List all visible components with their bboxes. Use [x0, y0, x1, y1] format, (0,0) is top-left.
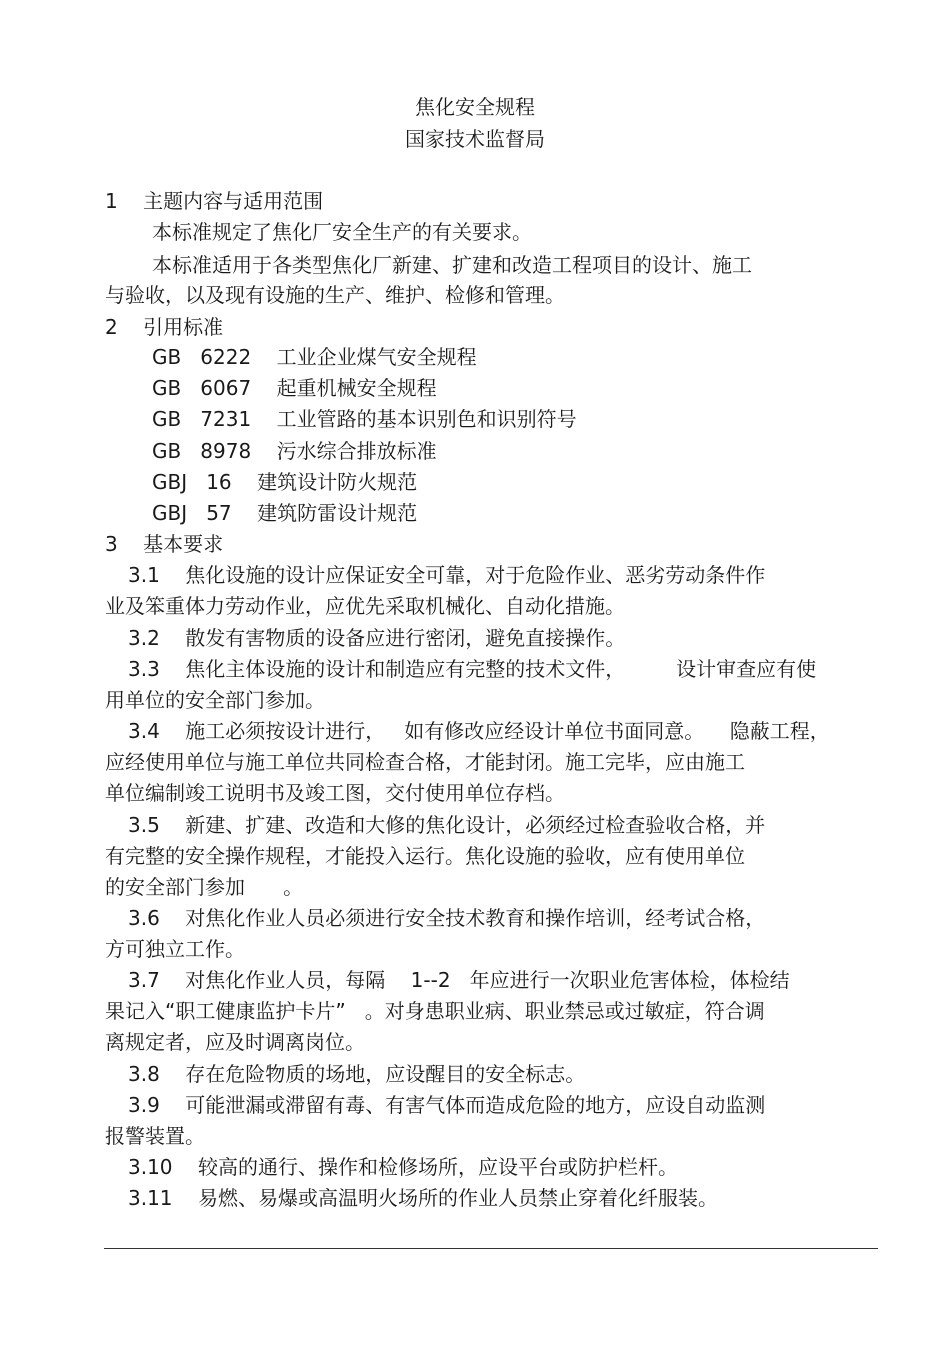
reference-item: GB 7231 工业管路的基本识别色和识别符号	[152, 407, 577, 431]
page-footer-rule	[104, 1248, 878, 1249]
clause-line: 方可独立工作。	[105, 937, 245, 961]
document-issuer: 国家技术监督局	[405, 127, 545, 151]
clause-line: 3.3 焦化主体设施的设计和制造应有完整的技术文件， 设计审查应有使	[128, 657, 817, 681]
clause-line: 果记入“职工健康监护卡片” 。对身患职业病、职业禁忌或过敏症，符合调	[105, 999, 765, 1023]
paragraph-line: 与验收，以及现有设施的生产、维护、检修和管理。	[105, 283, 565, 307]
clause-line: 单位编制竣工说明书及竣工图，交付使用单位存档。	[105, 781, 565, 805]
clause-line: 3.6 对焦化作业人员必须进行安全技术教育和操作培训，经考试合格，	[128, 906, 766, 930]
reference-item: GBJ 57 建筑防雷设计规范	[152, 501, 418, 525]
clause-line: 3.4 施工必须按设计进行， 如有修改应经设计单位书面同意。 隐蔽工程，	[128, 719, 830, 743]
section-heading: 2 引用标准	[105, 315, 224, 339]
clause-line: 3.8 存在危险物质的场地，应设醒目的安全标志。	[128, 1062, 586, 1086]
clause-line: 3.2 散发有害物质的设备应进行密闭，避免直接操作。	[128, 626, 626, 650]
document-title: 焦化安全规程	[415, 95, 535, 119]
clause-line: 业及笨重体力劳动作业，应优先采取机械化、自动化措施。	[105, 594, 625, 618]
clause-line: 报警装置。	[105, 1124, 205, 1148]
section-heading: 1 主题内容与适用范围	[105, 189, 324, 213]
clause-line: 3.11 易燃、易爆或高温明火场所的作业人员禁止穿着化纤服装。	[128, 1186, 718, 1210]
reference-item: GB 8978 污水综合排放标准	[152, 439, 437, 463]
clause-line: 3.9 可能泄漏或滞留有毒、有害气体而造成危险的地方，应设自动监测	[128, 1093, 766, 1117]
clause-line: 3.7 对焦化作业人员，每隔 1--2 年应进行一次职业危害体检，体检结	[128, 968, 790, 992]
reference-item: GBJ 16 建筑设计防火规范	[152, 470, 418, 494]
clause-line: 有完整的安全操作规程，才能投入运行。焦化设施的验收，应有使用单位	[105, 844, 745, 868]
clause-line: 3.5 新建、扩建、改造和大修的焦化设计，必须经过检查验收合格，并	[128, 813, 766, 837]
reference-item: GB 6067 起重机械安全规程	[152, 376, 437, 400]
reference-item: GB 6222 工业企业煤气安全规程	[152, 345, 477, 369]
clause-line: 应经使用单位与施工单位共同检查合格，才能封闭。施工完毕，应由施工	[105, 750, 745, 774]
paragraph-line: 本标准规定了焦化厂安全生产的有关要求。	[152, 220, 532, 244]
clause-line: 的安全部门参加 。	[105, 875, 304, 899]
paragraph-line: 本标准适用于各类型焦化厂新建、扩建和改造工程项目的设计、施工	[152, 253, 752, 277]
clause-line: 用单位的安全部门参加。	[105, 688, 325, 712]
clause-line: 3.1 焦化设施的设计应保证安全可靠，对于危险作业、恶劣劳动条件作	[128, 563, 766, 587]
clause-line: 3.10 较高的通行、操作和检修场所，应设平台或防护栏杆。	[128, 1155, 678, 1179]
section-heading: 3 基本要求	[105, 532, 224, 556]
clause-line: 离规定者，应及时调离岗位。	[105, 1030, 365, 1054]
